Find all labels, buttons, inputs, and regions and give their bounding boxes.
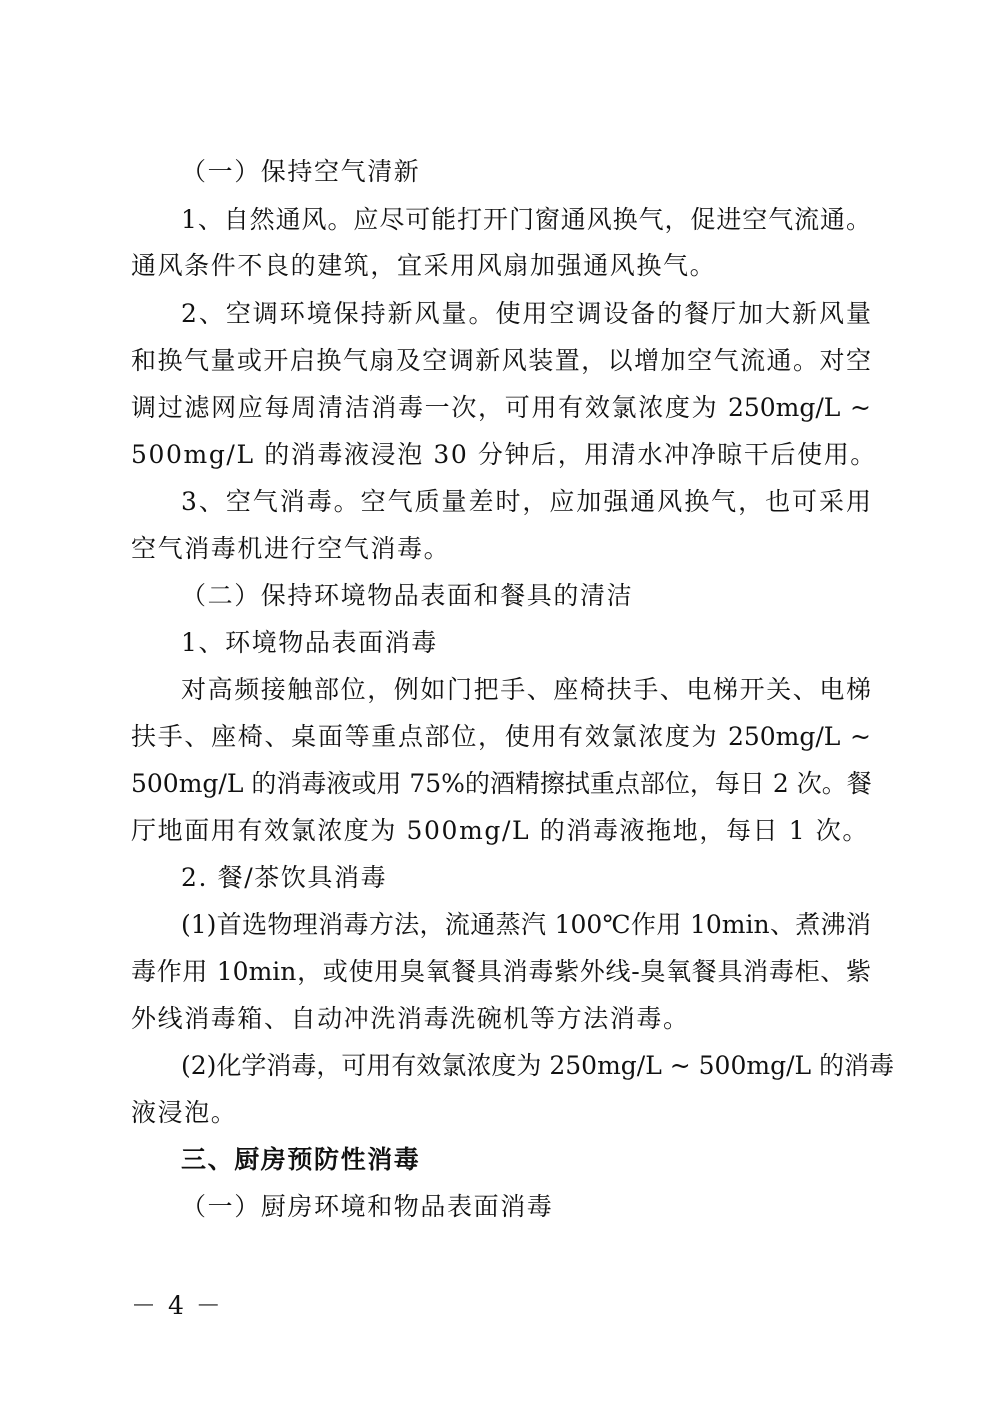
paragraph-line: 空气消毒机进行空气消毒。 xyxy=(131,534,451,563)
paragraph-line: 和换气量或开启换气扇及空调新风装置，以增加空气流通。对空 xyxy=(131,346,871,375)
paragraph-line: 对高频接触部位，例如门把手、座椅扶手、电梯开关、电梯 xyxy=(181,675,871,704)
paragraph-line: 1、自然通风。应尽可能打开门窗通风换气，促进空气流通。 xyxy=(181,205,871,234)
chapter-heading: 三、厨房预防性消毒 xyxy=(181,1145,421,1174)
paragraph-line: 调过滤网应每周清洁消毒一次，可用有效氯浓度为 250mg/L ~ xyxy=(131,393,871,422)
subsection-heading: 2. 餐/茶饮具消毒 xyxy=(181,863,388,892)
paragraph-line: 液浸泡。 xyxy=(131,1098,238,1127)
paragraph-line: 毒作用 10min，或使用臭氧餐具消毒紫外线-臭氧餐具消毒柜、紫 xyxy=(131,957,871,986)
section-heading: （一）保持空气清新 xyxy=(181,157,421,186)
section-heading: （二）保持环境物品表面和餐具的清洁 xyxy=(181,581,634,610)
paragraph-line: (2)化学消毒，可用有效氯浓度为 250mg/L ~ 500mg/L 的消毒 xyxy=(181,1051,895,1080)
paragraph-line: 2、空调环境保持新风量。使用空调设备的餐厅加大新风量 xyxy=(181,299,871,328)
paragraph-line: 厅地面用有效氯浓度为 500mg/L 的消毒液拖地，每日 1 次。 xyxy=(131,816,869,845)
paragraph-line: (1)首选物理消毒方法，流通蒸汽 100℃作用 10min、煮沸消 xyxy=(181,910,871,939)
paragraph-line: 500mg/L 的消毒液或用 75%的酒精擦拭重点部位，每日 2 次。餐 xyxy=(131,769,872,798)
paragraph-line: 扶手、座椅、桌面等重点部位，使用有效氯浓度为 250mg/L ~ xyxy=(131,722,871,751)
section-heading: （一）厨房环境和物品表面消毒 xyxy=(181,1192,554,1221)
paragraph-line: 通风条件不良的建筑，宜采用风扇加强通风换气。 xyxy=(131,251,717,280)
paragraph-line: 3、空气消毒。空气质量差时，应加强通风换气，也可采用 xyxy=(181,487,871,516)
subsection-heading: 1、环境物品表面消毒 xyxy=(181,628,438,657)
paragraph-line: 500mg/L 的消毒液浸泡 30 分钟后，用清水冲净晾干后使用。 xyxy=(131,440,877,469)
paragraph-line: 外线消毒箱、自动冲洗消毒洗碗机等方法消毒。 xyxy=(131,1004,690,1033)
page-number: － 4 － xyxy=(131,1291,223,1320)
